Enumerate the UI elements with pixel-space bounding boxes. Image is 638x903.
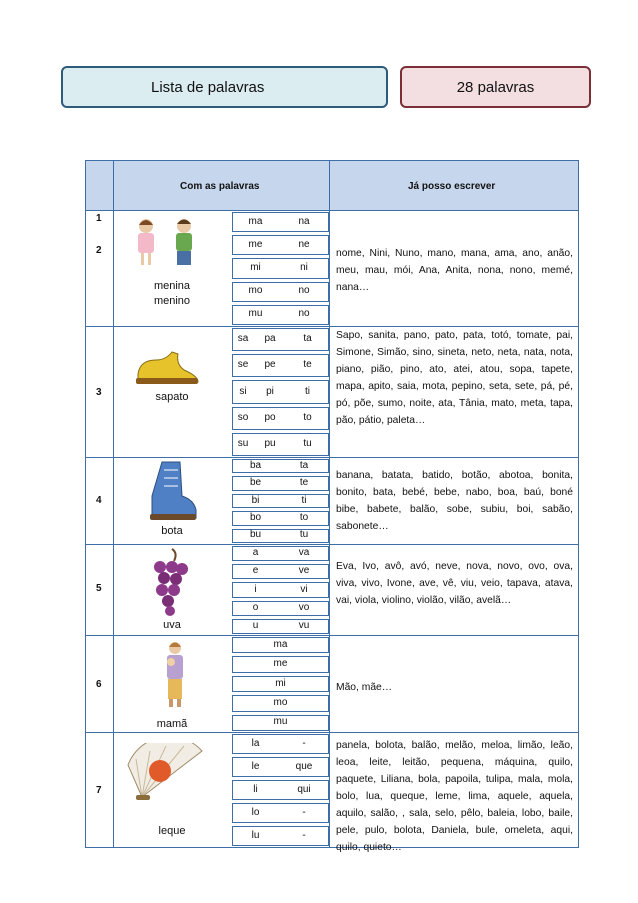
picture-caption: menina: [153, 280, 191, 292]
syllable: tu: [299, 529, 309, 541]
syllable: bi: [251, 494, 260, 506]
syllable: lu: [251, 829, 260, 841]
word-count: 28 palavras: [456, 78, 535, 96]
syllable: vi: [300, 583, 308, 595]
syllable: ti: [301, 494, 307, 506]
words-text: Sapo, sanita, pano, pato, pata, totó, tomate, pai, Simone, Simão, sino, sineta, neto, neta, nata, nota, piano, pião, pino, ato, atei, atou, sopa, tapete, mapa, apito, saia, mota, pepino, seta, sete, pá, pé, pó, põe, sumo, noite, ata, Tânia, mato, meta, tapa, pão, pátio, paleta…: [336, 330, 573, 426]
syllable: te: [299, 477, 309, 489]
syllable: no: [298, 285, 310, 297]
syllable: su: [237, 437, 249, 449]
boot-illustration: [148, 460, 198, 522]
col-divider: [113, 161, 114, 847]
syllable: bo: [249, 511, 262, 523]
syllable: a: [252, 547, 259, 559]
row-number: 7: [96, 785, 102, 796]
header-col1: Com as palavras: [180, 181, 260, 192]
syllable: tu: [303, 437, 312, 449]
syllable: pi: [266, 385, 274, 397]
syllable: qui: [297, 783, 311, 795]
syllable: pe: [264, 359, 276, 371]
syllable: ma: [273, 638, 288, 650]
row-number: 3: [96, 387, 102, 398]
row-number: 1: [96, 213, 102, 224]
syllable: no: [298, 308, 310, 320]
syllable: mi: [275, 677, 286, 689]
syllable: to: [303, 411, 312, 423]
syllable: ta: [299, 459, 309, 471]
picture-caption: uva: [163, 619, 181, 631]
picture-caption: leque: [158, 825, 186, 837]
table-header: [86, 161, 578, 211]
syllable: -: [302, 806, 306, 818]
title-box: [61, 66, 388, 108]
syllable: la: [251, 737, 260, 749]
syllable: mi: [250, 262, 261, 273]
children-illustration: [132, 216, 202, 272]
syllable: que: [295, 760, 313, 772]
syllables-table: [85, 160, 579, 853]
row-divider: [86, 635, 578, 636]
word-count-box: [400, 66, 591, 108]
mother-illustration: [158, 640, 192, 710]
syllable: na: [298, 215, 310, 227]
row-divider: [86, 544, 578, 545]
row-number: 6: [96, 679, 102, 690]
syllable: me: [248, 238, 263, 250]
picture-caption: bota: [161, 525, 183, 537]
syllable: mu: [273, 716, 288, 728]
syllable: e: [252, 565, 259, 577]
fan-illustration: [126, 743, 206, 805]
syllable: vo: [298, 601, 310, 613]
picture-caption: menino: [153, 295, 191, 307]
syllable: -: [302, 737, 306, 749]
syllable: ve: [298, 565, 310, 577]
syllable: va: [298, 547, 310, 559]
syllable: sa: [237, 333, 249, 345]
header-col2: Já posso escrever: [408, 181, 496, 192]
syllable: ni: [300, 262, 308, 273]
syllable: se: [237, 359, 249, 371]
row-number: 2: [96, 245, 102, 256]
grapes-illustration: [148, 547, 192, 617]
syllable: i: [254, 583, 257, 595]
shoe-illustration: [134, 344, 200, 390]
syllable: to: [299, 511, 309, 523]
syllable: pu: [264, 437, 276, 449]
syllable: te: [303, 359, 312, 371]
syllable: po: [264, 411, 276, 423]
col-divider: [329, 161, 330, 847]
words-text: panela, bolota, balão, melão, meloa, limão, leão, leoa, leite, leitão, pequena, máquina, quilo, paquete, Liliana, bola, papoila, tulipa, mala, mola, bolo, lua, queque, leme, lima, aquele, aquela, aquilo, salão, , sala, selo, pêlo, baleia, lobo, baile, pele, pulo, bolota, Daniela, bule, omeleta, aqui, quilo, quieto…: [336, 740, 573, 853]
words-text: banana, batata, batido, botão, abotoa, bonita, bonito, bata, bebé, bebe, nabo, boa, baú, boné bibe, babete, balão, sobe, subiu, boi, sabão, sabonete…: [336, 470, 573, 532]
syllable: o: [252, 601, 259, 613]
row-number: 5: [96, 583, 102, 594]
syllable: si: [239, 385, 247, 397]
picture-caption: sapato: [155, 391, 189, 403]
syllable: so: [237, 411, 249, 423]
row-divider: [86, 732, 578, 733]
syllable: ne: [298, 238, 310, 250]
syllable: u: [252, 619, 259, 631]
row-divider: [86, 457, 578, 458]
syllable: pa: [264, 333, 276, 345]
syllable: ma: [248, 215, 263, 227]
syllable: le: [251, 760, 260, 772]
row-number: 4: [96, 495, 102, 506]
words-text: Mão, mãe…: [336, 682, 393, 693]
syllable: bu: [249, 529, 262, 541]
syllable: ba: [249, 459, 262, 471]
syllable: ta: [303, 333, 312, 345]
syllable: vu: [298, 619, 310, 631]
picture-caption: mamã: [156, 718, 188, 730]
syllable: be: [249, 477, 262, 489]
syllable: lo: [251, 806, 260, 818]
syllable: li: [253, 783, 258, 795]
words-text: Eva, Ivo, avô, avó, neve, nova, novo, ovo, ova, viva, vivo, Ivone, ave, vê, viu, veio, tapava, atava, vai, viola, violino, violão, vilão, avelã…: [336, 561, 573, 606]
syllable: me: [273, 658, 288, 670]
page-title: Lista de palavras: [151, 78, 265, 96]
syllable: mo: [248, 285, 263, 297]
words-text: nome, Nini, Nuno, mano, mana, ama, ano, anão, meu, mau, mói, Ana, Anita, nona, nono, memé, nana…: [336, 248, 573, 293]
syllable: -: [302, 829, 306, 841]
syllable: mu: [248, 308, 263, 320]
syllable: ti: [305, 385, 310, 397]
syllable: mo: [273, 696, 288, 708]
